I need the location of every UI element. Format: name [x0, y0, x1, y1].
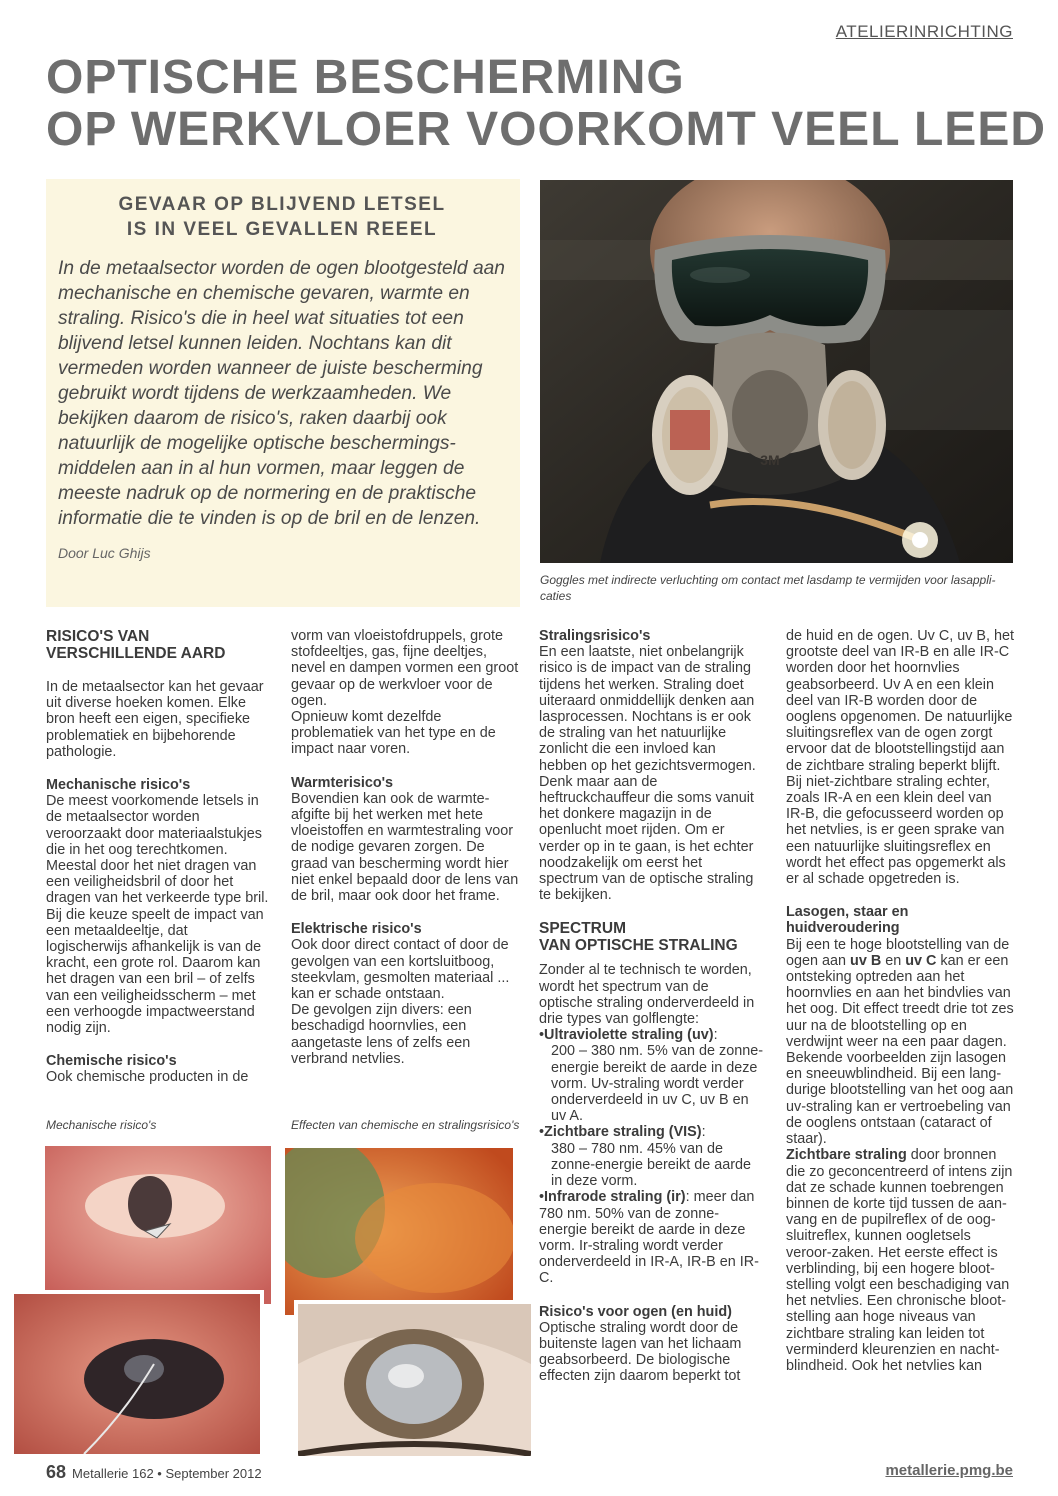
photo-eye-chemical — [285, 1148, 513, 1315]
term-zichtbare-straling: Zichtbare straling — [786, 1147, 907, 1164]
text-run: kan er een ontsteking optreden aan het hoornvlies en aan het bindvlies van het oog. Dit effect treedt drie tot zes uur na de blootstelling op en verdwijnt weer na een paar dagen. Bekende voorbeelden zijn lasogen en sneeuwblindheid. Bij een lang-durige blootstelling van het oog aan uv-straling kan er vertroebeling van de ooglens ontstaan (cataract of staar). — [786, 952, 1014, 1148]
section-heading-line: VAN OPTISCHE STRALING — [539, 937, 738, 955]
bullet-text: meer dan 780 nm. 50% van de zonne-energie bereikt de aarde in deze vorm. Ir-straling wordt verder onderverdeeld in IR-A, IR-B en IR-C. — [539, 1189, 759, 1287]
subheading-mechanisch: Mechanische risico's — [46, 777, 191, 794]
hero-caption: Goggles met indirecte verluchting om contact met lasdamp te vermijden voor lasappli-caties — [540, 573, 996, 603]
respirator-logo-text: 3M — [760, 452, 780, 468]
intro-heading — [60, 192, 504, 242]
section-label: ATELIERINRICHTING — [835, 22, 1013, 41]
column-3 — [539, 628, 765, 1385]
subheading-warmte: Warmterisico's — [291, 774, 394, 791]
footer-website-link[interactable]: metallerie.pmg.be — [885, 1462, 1013, 1479]
paragraph: Opnieuw komt dezelfde problematiek van het type en de impact naar voren. — [291, 709, 496, 758]
paragraph: vorm van vloeistofdruppels, grote stofdeeltjes, gas, fijne deeltjes, nevel en dampen vormen een groot gevaar op de werkvloer voor de ogen. — [291, 628, 519, 709]
column-2 — [291, 628, 519, 1067]
text-run: en — [881, 952, 906, 969]
paragraph: Ook chemische producten in de — [46, 1069, 249, 1086]
subheading-chemisch: Chemische risico's — [46, 1053, 177, 1070]
page-title — [46, 51, 1046, 156]
subheading-line: Lasogen, staar en — [786, 904, 909, 921]
bullet-uv: •Ultraviolette straling (uv): — [539, 1027, 718, 1044]
column-4 — [786, 628, 1014, 1374]
photo-eye-cataract — [294, 1300, 535, 1460]
photo-eye-mechanical-2 — [10, 1290, 264, 1458]
term-uvc: uv C — [905, 952, 937, 969]
paragraph: En een laatste, niet onbelangrijk risico is de impact van de straling tijdens het werken. Straling doet uiteraard onmiddellijk denken aan lasprocessen. Nochtans is er ook de straling van het natuurlijke zonlicht die een invloed kan hebben op het gezichtsvermogen. Denk maar aan de heftruckchauffeur die soms vanuit het donkere magazijn in de openlucht moet rijden. Om er verder op in te gaan, is het echter noodzakelijk om eerst het spectrum van de optische straling te bekijken. — [539, 644, 756, 904]
photo-eye-mechanical-1 — [45, 1146, 271, 1304]
bullet-ir: •Infrarode straling (ir): meer dan 780 nm. 50% van de zonne-energie bereikt de aarde in deze vorm. Ir-straling wordt verder onderverdeeld in IR-A, IR-B en IR-C. — [539, 1189, 759, 1287]
caption-chemisch: Effecten van chemische en stralingsrisico's — [291, 1118, 520, 1132]
footer-issue-info — [46, 1462, 262, 1483]
subheading-straling: Stralingsrisico's — [539, 628, 651, 644]
term-uvb: uv B — [850, 952, 882, 969]
intro-lead-text: In de metaalsector worden de ogen blootgesteld aan mechanische en chemische gevaren, warmte en straling. Risico's die in heel wat situaties tot een blijvend letsel kunnen leiden. Nochtans kan dit vermeden worden wanneer de juiste bescherming gebruikt wordt tijdens de werkzaamheden. We bekijken daarom de risico's, raken daarbij ook natuurlijk de mogelijke optische beschermings-middelen aan in al hun vormen, maar leggen de meeste nadruk op de normering en de praktische informatie die te vinden is op de bril en de lenzen. — [58, 258, 505, 529]
paragraph: Bovendien kan ook de warmte-afgifte bij het werken met hete vloeistoffen en warmtestraling voor de nodige gevaren zorgen. De graad van bescherming wordt hier niet enkel bepaald door de lens van de bril, maar ook door het frame. — [291, 790, 519, 905]
text-run: door bronnen die zo geconcentreerd of intens zijn dat ze schade kunnen toebrengen binnen de korte tijd tussen de aan-vang en de pupilreflex of de oog-sluitreflex, kunnen oogletsels veroor-zaken. Het eerste effect is verblinding, bij een hogere bloot-stelling volgt een beschadiging van het netvlies. Een chronische bloot-stelling aan hoge niveaus van zichtbare straling kan leiden tot verminderd kleurenzien en nacht-blindheid. Ook het netvlies kan — [786, 1147, 1013, 1374]
title-line-2: OP WERKVLOER VOORKOMT VEEL LEED — [46, 103, 1046, 156]
bullet-text: 200 – 380 nm. 5% van de zonne-energie bereikt de aarde in deze vorm. Uv-straling wordt verder onderverdeeld in uv C, uv B en uv A. — [551, 1043, 764, 1125]
bullet-text: 380 – 780 nm. 45% van de zonne-energie bereikt de aarde in deze vorm. — [551, 1140, 752, 1190]
paragraph: In de metaalsector kan het gevaar uit diverse hoeken komen. Elke bron heeft een eigen, specifieke problematiek en bijbehorende pathologie. — [46, 679, 264, 760]
caption-mechanisch: Mechanische risico's — [46, 1118, 157, 1132]
subheading-elektrisch: Elektrische risico's — [291, 921, 422, 938]
bullet-label: Ultraviolette straling (uv) — [544, 1027, 714, 1044]
bullet-label: Infrarode straling (ir) — [544, 1189, 686, 1206]
author-byline: Door Luc Ghijs — [58, 545, 151, 561]
subheading-ogen: Risico's voor ogen (en huid) — [539, 1303, 732, 1320]
column-1 — [46, 628, 270, 1086]
intro-heading-line-1: GEVAAR OP BLIJVEND LETSEL — [118, 194, 446, 215]
paragraph: De gevolgen zijn divers: een beschadigd hoornvlies, een aangetaste lens of zelfs een verbrand netvlies. — [291, 1002, 472, 1067]
paragraph: Optische straling wordt door de buitenste lagen van het lichaam geabsorbeerd. De biologische effecten zijn daarom beperkt tot — [539, 1319, 742, 1385]
hero-photo-goggles — [540, 180, 1013, 563]
title-line-1: OPTISCHE BESCHERMING — [46, 51, 685, 104]
subheading-line: huidveroudering — [786, 920, 900, 937]
paragraph — [786, 1147, 1014, 1374]
paragraph: Ook door direct contact of door de gevolgen van een kortsluitboog, steekvlam, gesmolten materiaal ... kan er schade ontstaan. — [291, 937, 510, 1003]
intro-heading-line-2: IS IN VEEL GEVALLEN REEEL — [126, 219, 438, 240]
section-heading-spectrum — [539, 920, 765, 954]
paragraph: De meest voorkomende letsels in de metaalsector worden veroorzaakt door materiaalstukjes die in het oog terechtkomen. Meestal door het niet dragen van een veiligheidsbril of door het dragen van het verkeerde type bril. Bij die keuze speelt de impact van een metaaldeeltje, dat logischerwijs afhankelijk is van de kracht, een grote rol. Daarom kan het dragen van een bril – of zelfs van een veiligheidsscherm – met een verhoogde impactweerstand nodig zijn. — [46, 793, 269, 1037]
paragraph — [786, 937, 1014, 1148]
page-number: 68 — [46, 1462, 67, 1482]
section-heading-line: VERSCHILLENDE AARD — [46, 645, 226, 662]
bullet-vis: •Zichtbare straling (VIS): — [539, 1124, 706, 1141]
paragraph: de huid en de ogen. Uv C, uv B, het grootste deel van IR-B en alle IR-C worden door het hoornvlies geabsorbeerd. Uv A en een klein deel van IR-B worden door de ooglens opgenomen. De natuurlijke sluitingsreflex van de ogen zorgt ervoor dat de blootstellingstijd aan de zichtbare straling beperkt blijft. Bij niet-zichtbare straling echter, zoals IR-A en een klein deel van IR-B, die gefocusseerd worden op het netvlies, is er geen sprake van een natuurlijke sluitingsreflex en wordt het effect pas opgemerkt als er al schade opgetreden is. — [786, 628, 1015, 888]
bullet-label: Zichtbare straling (VIS) — [544, 1124, 702, 1141]
section-heading-line: SPECTRUM — [539, 920, 626, 938]
subheading-lasogen — [786, 904, 1014, 936]
paragraph: Zonder al te technisch te worden, wordt het spectrum van de optische straling onderverdeeld in drie types van golflengte: — [539, 962, 755, 1028]
section-heading-risicos — [46, 628, 270, 662]
text-run: Bij een te hoge blootstelling van de ogen aan — [786, 936, 1010, 969]
issue-label: Metallerie 162 • September 2012 — [72, 1466, 262, 1481]
section-heading-line: RISICO'S VAN — [46, 628, 150, 645]
